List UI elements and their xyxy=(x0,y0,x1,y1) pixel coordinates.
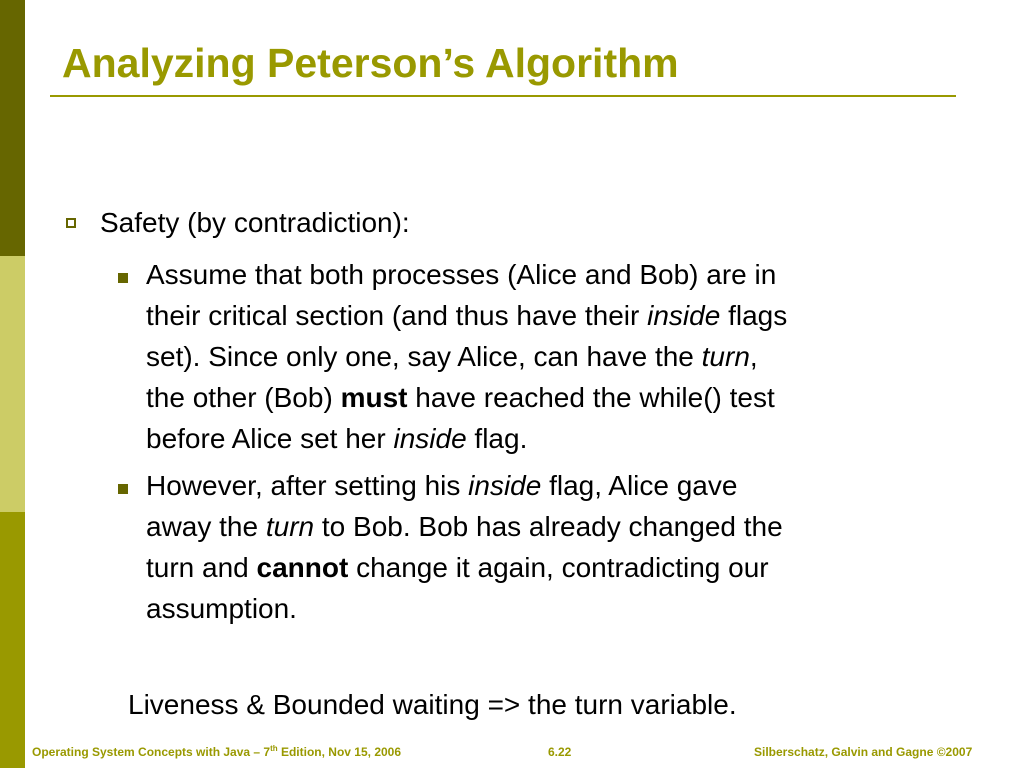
title-underline xyxy=(50,95,956,97)
level1-bullet-text: Safety (by contradiction): xyxy=(100,207,410,238)
text-line: the other (Bob) must have reached the while() test xyxy=(146,382,775,413)
footer-authors: Silberschatz, Galvin and Gagne ©2007 xyxy=(754,745,973,759)
bullet-however-paragraph xyxy=(146,465,946,629)
sidebar-band-middle xyxy=(0,256,25,512)
footer-book-title: Operating System Concepts with Java – 7th Edition, Nov 15, 2006 xyxy=(32,744,402,759)
closing-statement: Liveness & Bounded waiting => the turn variable. xyxy=(128,689,737,720)
text-line: However, after setting his inside flag, Alice gave xyxy=(146,470,738,501)
text-line: Assume that both processes (Alice and Bob) are in xyxy=(146,259,777,290)
text-line: before Alice set her inside flag. xyxy=(146,423,528,454)
bullet-assume-paragraph xyxy=(146,254,946,459)
sidebar-band-top xyxy=(0,0,25,256)
filled-square-bullet-icon xyxy=(118,484,128,494)
filled-square-bullet-icon xyxy=(118,273,128,283)
footer-page-number: 6.22 xyxy=(548,745,572,759)
text-line: turn and cannot change it again, contradicting our xyxy=(146,552,769,583)
text-line: set). Since only one, say Alice, can have the turn, xyxy=(146,341,758,372)
text-line: away the turn to Bob. Bob has already changed the xyxy=(146,511,783,542)
hollow-square-bullet-icon xyxy=(66,218,76,228)
text-line: assumption. xyxy=(146,593,297,624)
text-line: their critical section (and thus have their inside flags xyxy=(146,300,788,331)
slide-title: Analyzing Peterson’s Algorithm xyxy=(62,40,679,86)
sidebar-band-bottom xyxy=(0,512,25,768)
